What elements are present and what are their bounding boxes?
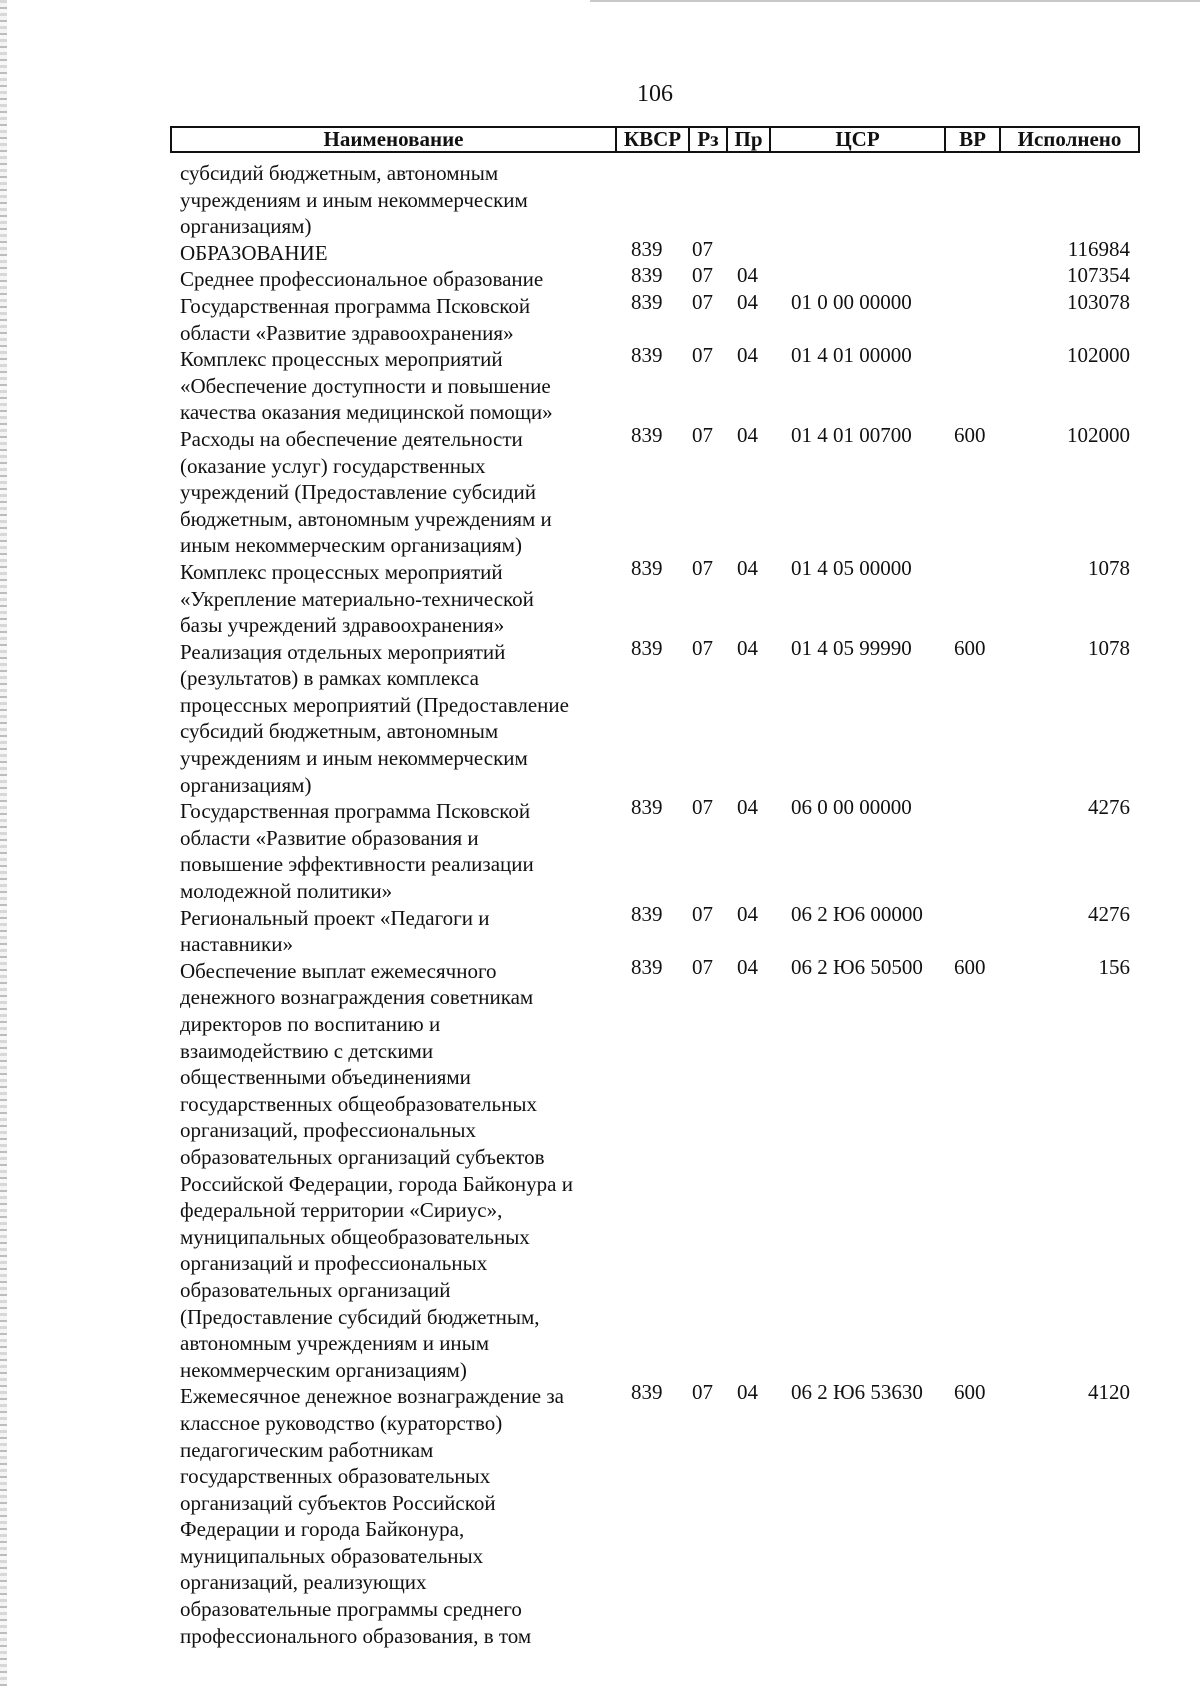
row-pr: 04 bbox=[737, 289, 758, 314]
row-name: Комплекс процессных мероприятий «Обеспечение доступности и повышение качества оказания медицинской помощи» bbox=[180, 347, 553, 425]
row-pr: 04 bbox=[737, 901, 758, 926]
row-pr: 04 bbox=[737, 555, 758, 580]
row-done: 4276 bbox=[1088, 795, 1130, 820]
table-body bbox=[180, 160, 1140, 1649]
scan-edge-top bbox=[590, 0, 1200, 2]
row-rz: 07 bbox=[692, 1380, 713, 1405]
page-number: 106 bbox=[637, 81, 673, 107]
row-rz: 07 bbox=[692, 236, 713, 261]
row-kvsr: 839 bbox=[631, 555, 663, 580]
row-vr: 600 bbox=[954, 422, 986, 447]
row-done: 102000 bbox=[1067, 422, 1130, 447]
row-rz: 07 bbox=[692, 422, 713, 447]
row-done: 4120 bbox=[1088, 1380, 1130, 1405]
row-pr: 04 bbox=[737, 422, 758, 447]
row-kvsr: 839 bbox=[631, 795, 663, 820]
table-row bbox=[180, 160, 1140, 240]
row-done: 1078 bbox=[1088, 635, 1130, 660]
row-kvsr: 839 bbox=[631, 1380, 663, 1405]
row-pr: 04 bbox=[737, 1380, 758, 1405]
row-pr: 04 bbox=[737, 635, 758, 660]
row-pr: 04 bbox=[737, 263, 758, 288]
row-csr: 01 0 00 00000 bbox=[791, 289, 912, 314]
row-csr: 01 4 01 00000 bbox=[791, 343, 912, 368]
row-csr: 06 2 Ю6 50500 bbox=[791, 954, 923, 979]
row-name: Обеспечение выплат ежемесячного денежного вознаграждения советникам директоров по воспитанию и взаимодействию с детскими общественными объединениями государственных общеобразовательных организаций, профессиональных образовательных организаций субъектов Российской Федерации, города Байконура и федеральной территории «Сириус», муниципальных общеобразовательных организаций и профессиональных образовательных организаций (Предоставление субсидий бюджетным, автономным учреждениям и иным некоммерческим организациям) bbox=[180, 958, 573, 1382]
row-name: Реализация отдельных мероприятий (результатов) в рамках комплекса процессных мероприятий (Предоставление субсидий бюджетным, автономным учреждениям и иным некоммерческим организациям) bbox=[180, 639, 569, 797]
table-row bbox=[180, 954, 1140, 1384]
row-csr: 01 4 01 00700 bbox=[791, 422, 912, 447]
table-row bbox=[180, 343, 1140, 426]
row-name: Государственная программа Псковской области «Развитие здравоохранения» bbox=[180, 293, 531, 345]
row-pr: 04 bbox=[737, 954, 758, 979]
row-rz: 07 bbox=[692, 795, 713, 820]
row-name: Расходы на обеспечение деятельности (оказание услуг) государственных учреждений (Предоставление субсидий бюджетным, автономным учреждениям и иным некоммерческим организациям) bbox=[180, 426, 552, 558]
row-name: Среднее профессиональное образование bbox=[180, 267, 544, 292]
row-pr: 04 bbox=[737, 343, 758, 368]
row-kvsr: 839 bbox=[631, 289, 663, 314]
row-done: 103078 bbox=[1067, 289, 1130, 314]
row-rz: 07 bbox=[692, 635, 713, 660]
row-rz: 07 bbox=[692, 555, 713, 580]
table-header bbox=[170, 126, 1140, 153]
row-name: Ежемесячное денежное вознаграждение за классное руководство (кураторство) педагогическим работникам государственных образовательных организаций субъектов Российской Федерации и города Байконура, муниципальных образовательных организаций, реализующих образовательные программы среднего профессионального образования, в том bbox=[180, 1384, 564, 1648]
table-row bbox=[180, 422, 1140, 559]
row-rz: 07 bbox=[692, 289, 713, 314]
row-kvsr: 839 bbox=[631, 236, 663, 261]
row-kvsr: 839 bbox=[631, 954, 663, 979]
row-done: 4276 bbox=[1088, 901, 1130, 926]
row-done: 1078 bbox=[1088, 555, 1130, 580]
row-name: Комплекс процессных мероприятий «Укрепление материально-технической базы учреждений здравоохранения» bbox=[180, 559, 534, 638]
row-csr: 01 4 05 99990 bbox=[791, 635, 912, 660]
row-csr: 06 2 Ю6 53630 bbox=[791, 1380, 923, 1405]
header-pr: Пр bbox=[728, 128, 771, 151]
scan-edge bbox=[0, 0, 7, 1686]
row-done: 156 bbox=[1098, 954, 1130, 979]
header-vr: ВР bbox=[946, 128, 1001, 151]
row-rz: 07 bbox=[692, 901, 713, 926]
table-row bbox=[180, 901, 1140, 958]
row-name: Государственная программа Псковской области «Развитие образования и повышение эффективности реализации молодежной политики» bbox=[180, 799, 534, 904]
header-name: Наименование bbox=[172, 128, 617, 151]
row-rz: 07 bbox=[692, 263, 713, 288]
row-csr: 06 0 00 00000 bbox=[791, 795, 912, 820]
header-done: Исполнено bbox=[1017, 127, 1122, 151]
header-rz: Рз bbox=[690, 128, 728, 151]
row-csr: 06 2 Ю6 00000 bbox=[791, 901, 923, 926]
table-row bbox=[180, 635, 1140, 799]
header-csr: ЦСР bbox=[771, 128, 946, 151]
row-csr: 01 4 05 00000 bbox=[791, 555, 912, 580]
row-name: Региональный проект «Педагоги и наставники» bbox=[180, 905, 490, 957]
row-kvsr: 839 bbox=[631, 901, 663, 926]
row-vr: 600 bbox=[954, 635, 986, 660]
table-row bbox=[180, 1380, 1140, 1649]
table-row bbox=[180, 795, 1140, 904]
row-done: 102000 bbox=[1067, 343, 1130, 368]
row-kvsr: 839 bbox=[631, 635, 663, 660]
row-done: 116984 bbox=[1067, 236, 1130, 261]
row-done: 107354 bbox=[1067, 263, 1130, 288]
row-kvsr: 839 bbox=[631, 263, 663, 288]
row-vr: 600 bbox=[954, 1380, 986, 1405]
header-kvsr: КВСР bbox=[617, 128, 690, 151]
row-rz: 07 bbox=[692, 343, 713, 368]
row-vr: 600 bbox=[954, 954, 986, 979]
row-pr: 04 bbox=[737, 795, 758, 820]
row-rz: 07 bbox=[692, 954, 713, 979]
row-name: ОБРАЗОВАНИЕ bbox=[180, 240, 328, 265]
row-name: субсидий бюджетным, автономным учреждениям и иным некоммерческим организациям) bbox=[180, 161, 528, 239]
row-kvsr: 839 bbox=[631, 343, 663, 368]
row-kvsr: 839 bbox=[631, 422, 663, 447]
table-row bbox=[180, 289, 1140, 346]
table-row bbox=[180, 555, 1140, 639]
